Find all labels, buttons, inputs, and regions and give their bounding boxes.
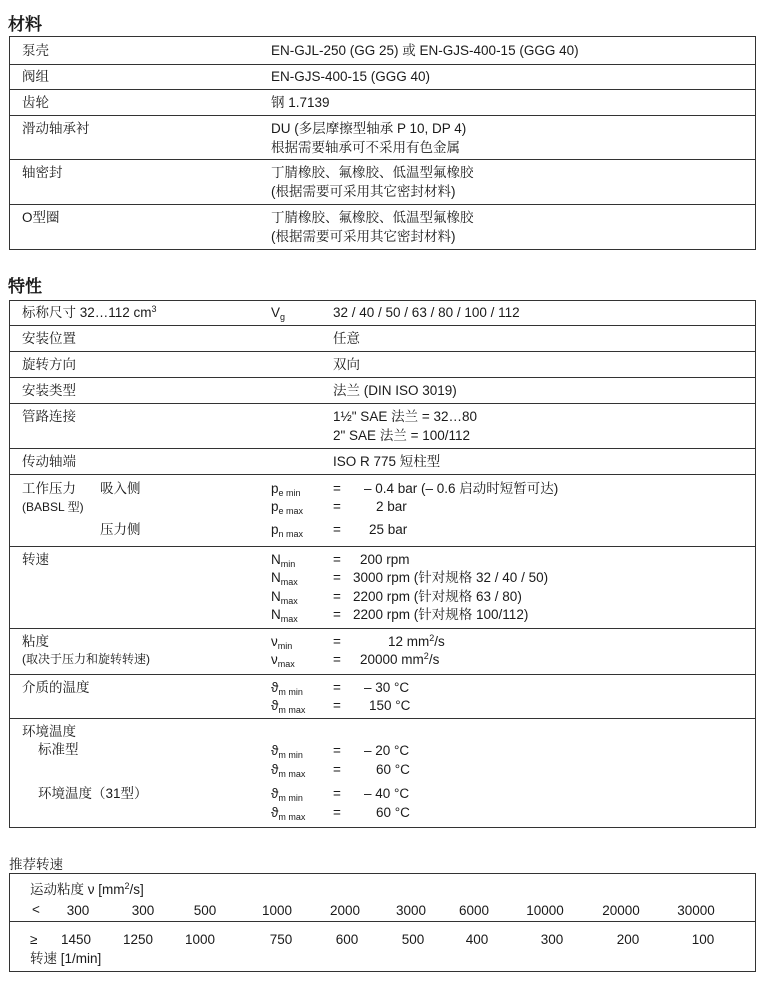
row-sublabel: (BABSL 型)	[22, 500, 84, 514]
equals: =	[333, 607, 341, 622]
equals: =	[333, 786, 341, 801]
row-value: 60 °C	[376, 805, 410, 820]
speed-value: 1450	[60, 932, 92, 947]
row-value: – 40 °C	[364, 786, 410, 801]
row-value: 3000 rpm (针对规格 32 / 40 / 50)	[353, 570, 549, 585]
materials-row	[10, 37, 755, 65]
value-line: 丁腈橡胶、氟橡胶、低温型氟橡胶	[271, 210, 474, 225]
row-label: 管路连接	[22, 409, 76, 424]
row-value: 2200 rpm (针对规格 63 / 80)	[353, 589, 522, 604]
row-value	[271, 120, 466, 157]
char-row-viscosity	[10, 629, 755, 675]
viscosity-value: 30000	[677, 903, 715, 918]
characteristics-table	[9, 300, 756, 828]
row-label: 轴密封	[22, 165, 63, 180]
row-value	[271, 209, 474, 246]
symbol: $ϑ_{m min}$	[271, 786, 303, 803]
speed-value: 400	[465, 932, 489, 947]
materials-row	[10, 160, 755, 205]
char-row-mount-type	[10, 378, 755, 404]
row-label: 转速	[22, 552, 49, 567]
equals: =	[333, 570, 341, 585]
symbol: $V_g$	[271, 305, 286, 322]
value-line: (根据需要可采用其它密封材料)	[271, 228, 456, 244]
row-value: ISO R 775 短柱型	[333, 454, 441, 469]
row-value: 12 $mm^2/s$	[388, 633, 445, 649]
row-value	[333, 408, 477, 445]
viscosity-value: 6000	[458, 903, 490, 918]
value-line: 根据需要轴承可不采用有色金属	[271, 139, 460, 155]
equals: =	[333, 589, 341, 604]
value-line: 丁腈橡胶、氟橡胶、低温型氟橡胶	[271, 165, 474, 180]
recommended-speed-table	[9, 873, 756, 972]
characteristics-heading: 特性	[8, 277, 42, 296]
row-value: – 0.4 bar (– 0.6 启动时短暂可达)	[364, 481, 559, 496]
row-label: 齿轮	[22, 95, 49, 110]
speed-value: 750	[269, 932, 293, 947]
symbol: $p_{e max}$	[271, 499, 304, 516]
greater-equal-sign: ≥	[30, 932, 38, 947]
row-value: 2200 rpm (针对规格 100/112)	[353, 607, 529, 622]
viscosity-value: 20000	[602, 903, 640, 918]
value-line: 1½" SAE 法兰 = 32…80	[333, 409, 477, 424]
materials-table	[9, 36, 756, 250]
value-line: DU (多层摩擦型轴承 P 10, DP 4)	[271, 121, 467, 136]
row-value: 2 bar	[376, 499, 407, 514]
row-value: 钢 1.7139	[271, 95, 330, 110]
row-label: 传动轴端	[22, 454, 76, 469]
row-value: 200 rpm	[360, 552, 410, 567]
row-value: 60 °C	[376, 762, 410, 777]
viscosity-label: 运动粘度 ν $[mm^2/s]$	[30, 881, 144, 897]
row-value: 20000 $mm^2/s$	[360, 651, 440, 667]
divider	[10, 921, 755, 922]
equals: =	[333, 481, 341, 496]
equals: =	[333, 522, 341, 537]
viscosity-value: 3000	[395, 903, 427, 918]
char-row-speed	[10, 547, 755, 629]
char-row-pressure	[10, 475, 755, 547]
symbol: $ϑ_{m max}$	[271, 805, 306, 822]
row-label: 安装位置	[22, 331, 76, 346]
type31-label: 环境温度（31型）	[38, 786, 148, 801]
value-line: (根据需要可采用其它密封材料)	[271, 183, 456, 199]
viscosity-value: 10000	[526, 903, 564, 918]
equals: =	[333, 499, 341, 514]
speed-value: 1250	[122, 932, 154, 947]
row-sublabel: (取决于压力和旋转转速)	[22, 652, 150, 666]
row-label: 环境温度	[22, 724, 76, 739]
row-label: 安装类型	[22, 383, 76, 398]
row-value: 25 bar	[369, 522, 408, 537]
viscosity-value: 300	[66, 903, 90, 918]
row-value: – 30 °C	[364, 680, 410, 695]
row-label: 工作压力	[22, 481, 76, 496]
row-value: EN-GJS-400-15 (GGG 40)	[271, 69, 431, 84]
symbol: $ϑ_{m max}$	[271, 698, 306, 715]
symbol: $N_{min}$	[271, 552, 296, 569]
equals: =	[333, 634, 341, 649]
recommended-speed-heading: 推荐转速	[9, 857, 63, 872]
char-row-rotation	[10, 352, 755, 378]
row-label: O型圈	[22, 210, 60, 225]
equals: =	[333, 743, 341, 758]
viscosity-value: 2000	[329, 903, 361, 918]
char-row-media-temp	[10, 675, 755, 719]
char-row-shaft-end	[10, 449, 755, 475]
equals: =	[333, 805, 341, 820]
row-label: 旋转方向	[22, 357, 76, 372]
suction-label: 吸入侧	[100, 481, 141, 496]
row-value: 法兰 (DIN ISO 3019)	[333, 383, 457, 398]
row-value: 双向	[333, 357, 360, 372]
value-line: 2" SAE 法兰 = 100/112	[333, 427, 470, 443]
symbol: $p_{n max}$	[271, 522, 304, 539]
symbol: $\nu_{max}$	[271, 652, 295, 669]
symbol: $ϑ_{m min}$	[271, 743, 303, 760]
speed-unit-label: 转速 [1/min]	[30, 951, 102, 966]
row-value	[271, 164, 474, 201]
symbol: $N_{max}$	[271, 589, 298, 606]
row-label: 泵壳	[22, 43, 49, 58]
equals: =	[333, 698, 341, 713]
equals: =	[333, 652, 341, 667]
symbol: $ϑ_{m min}$	[271, 680, 303, 697]
materials-heading: 材料	[8, 15, 42, 34]
materials-row	[10, 90, 755, 116]
row-label: 标称尺寸 32…112 $cm^3$	[22, 304, 157, 320]
equals: =	[333, 680, 341, 695]
char-row-size	[10, 301, 755, 326]
speed-value: 100	[691, 932, 715, 947]
less-than-sign: <	[32, 902, 40, 917]
symbol: $p_{e min}$	[271, 481, 301, 498]
equals: =	[333, 552, 341, 567]
char-row-ambient-temp	[10, 719, 755, 828]
row-label: 介质的温度	[22, 680, 90, 695]
row-value: EN-GJL-250 (GG 25) 或 EN-GJS-400-15 (GGG 40)	[271, 43, 579, 58]
materials-row	[10, 116, 755, 160]
speed-value: 500	[401, 932, 425, 947]
speed-value: 600	[335, 932, 359, 947]
row-value: 150 °C	[369, 698, 411, 713]
symbol: $N_{max}$	[271, 607, 298, 624]
row-label: 滑动轴承衬	[22, 121, 90, 136]
standard-label: 标准型	[38, 742, 79, 757]
speed-value: 200	[616, 932, 640, 947]
row-label: 粘度	[22, 634, 49, 649]
speed-value: 1000	[184, 932, 216, 947]
materials-row	[10, 205, 755, 250]
row-value: – 20 °C	[364, 743, 410, 758]
row-label: 阀组	[22, 69, 49, 84]
viscosity-value: 300	[131, 903, 155, 918]
char-row-piping	[10, 404, 755, 449]
row-value: 任意	[333, 331, 360, 346]
char-row-install-position	[10, 326, 755, 352]
symbol: $N_{max}$	[271, 570, 298, 587]
symbol: $\nu_{min}$	[271, 634, 293, 651]
viscosity-value: 1000	[261, 903, 293, 918]
materials-row	[10, 65, 755, 90]
speed-value: 300	[540, 932, 564, 947]
pressure-side-label: 压力侧	[100, 522, 141, 537]
viscosity-value: 500	[193, 903, 217, 918]
symbol: $ϑ_{m max}$	[271, 762, 306, 779]
row-value: 32 / 40 / 50 / 63 / 80 / 100 / 112	[333, 305, 520, 320]
equals: =	[333, 762, 341, 777]
